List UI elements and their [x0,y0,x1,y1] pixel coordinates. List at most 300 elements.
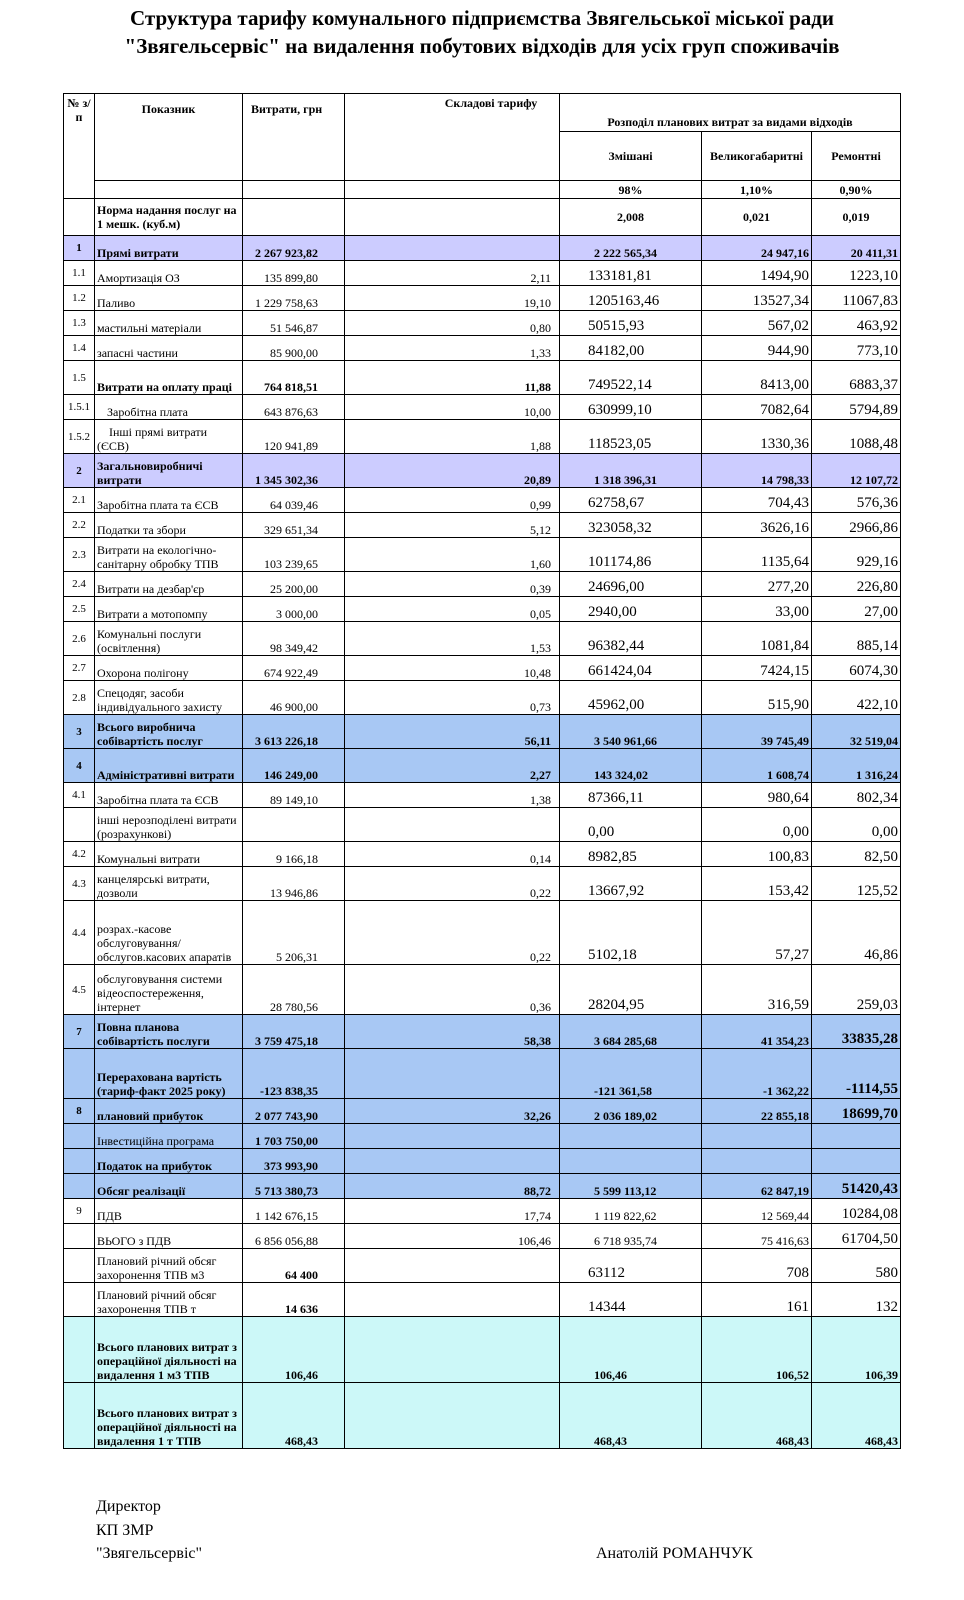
row-repair: 61704,50 [812,1224,901,1249]
row-share: 32,26 [345,1099,560,1124]
header-num: № з/п [64,94,95,199]
row-repair: 1 316,24 [812,749,901,783]
header-cost: Витрати, грн [243,94,345,181]
row-mixed: 2940,00 [560,597,702,622]
row-name: інші нерозподілені витрати (розрахункові) [95,808,243,842]
table-row [64,681,901,715]
row-repair [812,1124,901,1149]
table-row [64,311,901,336]
row-bulky [702,1149,812,1174]
row-name: Прямі витрати [95,236,243,261]
row-repair: 6074,30 [812,656,901,681]
row-name: Спецодяг, засоби індивідуального захисту [95,681,243,715]
row-bulky: 980,64 [702,783,812,808]
row-repair: 106,39 [812,1317,901,1383]
tariff-structure-table [63,93,901,1449]
row-num: 7 [64,1015,95,1049]
row-bulky: -1 362,22 [702,1049,812,1099]
row-num [64,1149,95,1174]
row-num [64,1049,95,1099]
bulky-percent: 1,10% [702,181,812,199]
row-share: 11,88 [345,361,560,395]
row-share: 17,74 [345,1199,560,1224]
row-mixed: -121 361,58 [560,1049,702,1099]
row-mixed: 118523,05 [560,420,702,454]
norm-repair: 0,019 [812,199,901,236]
row-cost: 28 780,56 [243,965,345,1015]
row-repair: 20 411,31 [812,236,901,261]
row-num: 3 [64,715,95,749]
row-cost: 85 900,00 [243,336,345,361]
row-cost: 5 713 380,73 [243,1174,345,1199]
row-mixed: 1 119 822,62 [560,1199,702,1224]
row-name: запасні частини [95,336,243,361]
row-num: 1.1 [64,261,95,286]
signature-position-2: КП ЗМР [96,1522,154,1539]
row-mixed: 96382,44 [560,622,702,656]
row-repair [812,1149,901,1174]
table-row [64,783,901,808]
row-bulky: 100,83 [702,842,812,867]
row-num: 2.1 [64,488,95,513]
row-share [345,1049,560,1099]
row-mixed: 84182,00 [560,336,702,361]
row-bulky: 1330,36 [702,420,812,454]
row-cost: 25 200,00 [243,572,345,597]
percent-empty-2 [243,181,345,199]
row-repair: 1223,10 [812,261,901,286]
table-row [64,622,901,656]
row-name: Адміністративні витрати [95,749,243,783]
row-mixed: 62758,67 [560,488,702,513]
row-repair: 6883,37 [812,361,901,395]
row-bulky: 57,27 [702,901,812,965]
table-row [64,286,901,311]
document-title [0,4,964,60]
row-repair: 32 519,04 [812,715,901,749]
row-share [345,1124,560,1149]
row-num [64,1174,95,1199]
row-num [64,808,95,842]
table-row [64,749,901,783]
title-line-1: Структура тарифу комунального підприємства Звягельської міської ради [129,6,835,30]
row-repair: 12 107,72 [812,454,901,488]
row-cost: 3 759 475,18 [243,1015,345,1049]
row-bulky: 316,59 [702,965,812,1015]
row-share: 0,39 [345,572,560,597]
row-bulky: 1 608,74 [702,749,812,783]
row-num: 2.7 [64,656,95,681]
row-name: Заробітна плата [95,395,243,420]
row-repair: 33835,28 [812,1015,901,1049]
row-repair: 802,34 [812,783,901,808]
row-name: канцелярські витрати, дозволи [95,867,243,901]
row-name: Інвестиційна програма [95,1124,243,1149]
table-row [64,538,901,572]
row-cost: 329 651,34 [243,513,345,538]
table-row [64,1317,901,1383]
row-name: обслуговування системи відеоспостереження, інтернет [95,965,243,1015]
row-cost: 1 703 750,00 [243,1124,345,1149]
row-repair: 259,03 [812,965,901,1015]
row-num: 4.4 [64,901,95,965]
row-cost: 106,46 [243,1317,345,1383]
table-row [64,597,901,622]
row-num: 2 [64,454,95,488]
row-repair: -1114,55 [812,1049,901,1099]
row-mixed: 133181,81 [560,261,702,286]
row-repair: 0,00 [812,808,901,842]
row-bulky: 24 947,16 [702,236,812,261]
row-mixed: 13667,92 [560,867,702,901]
row-share: 56,11 [345,715,560,749]
row-repair: 580 [812,1249,901,1283]
table-row [64,901,901,965]
table-row [64,420,901,454]
row-bulky: 1494,90 [702,261,812,286]
row-cost: 14 636 [243,1283,345,1317]
row-num [64,1224,95,1249]
row-cost: 764 818,51 [243,361,345,395]
row-mixed: 45962,00 [560,681,702,715]
norm-bulky: 0,021 [702,199,812,236]
table-row [64,572,901,597]
header-repair: Ремонтні [812,132,901,181]
row-repair: 46,86 [812,901,901,965]
signature-position-1: Директор [96,1498,161,1515]
row-num: 2.4 [64,572,95,597]
row-share: 0,14 [345,842,560,867]
row-bulky: 1135,64 [702,538,812,572]
row-bulky: 3626,16 [702,513,812,538]
row-repair: 576,36 [812,488,901,513]
row-share [345,236,560,261]
row-bulky: 22 855,18 [702,1099,812,1124]
row-mixed: 749522,14 [560,361,702,395]
row-repair: 125,52 [812,867,901,901]
table-row [64,236,901,261]
row-num: 1.4 [64,336,95,361]
row-cost: 13 946,86 [243,867,345,901]
row-num: 1.5 [64,361,95,395]
table-row [64,715,901,749]
row-num [64,1283,95,1317]
row-repair: 226,80 [812,572,901,597]
table-row [64,1015,901,1049]
row-bulky: 39 745,49 [702,715,812,749]
row-repair: 132 [812,1283,901,1317]
row-name: Всього планових витрат з операційної діяльності на видалення 1 т ТПВ [95,1383,243,1449]
table-row [64,1099,901,1124]
row-mixed: 3 684 285,68 [560,1015,702,1049]
row-cost: 135 899,80 [243,261,345,286]
row-mixed: 1 318 396,31 [560,454,702,488]
row-repair: 82,50 [812,842,901,867]
table-row [64,336,901,361]
row-repair: 18699,70 [812,1099,901,1124]
row-mixed: 3 540 961,66 [560,715,702,749]
percent-empty-3 [345,181,560,199]
table-row [64,395,901,420]
row-num: 4.2 [64,842,95,867]
signature-position-3: "Звягельсервіс" [96,1545,203,1562]
row-name: Охорона полігону [95,656,243,681]
table-row [64,1049,901,1099]
header-mixed: Змішані [560,132,702,181]
row-mixed: 143 324,02 [560,749,702,783]
row-name: Витрати на оплату праці [95,361,243,395]
table-row [64,1199,901,1224]
row-share [345,1283,560,1317]
row-cost: 64 039,46 [243,488,345,513]
row-repair: 463,92 [812,311,901,336]
percent-empty-1 [95,181,243,199]
row-mixed: 1205163,46 [560,286,702,311]
row-cost: 1 142 676,15 [243,1199,345,1224]
row-share: 19,10 [345,286,560,311]
row-num: 2.3 [64,538,95,572]
row-share [345,1317,560,1383]
table-row [64,488,901,513]
row-bulky: 13527,34 [702,286,812,311]
row-name: Витрати на екологічно-санітарну обробку ТПВ [95,538,243,572]
row-num: 1.5.1 [64,395,95,420]
row-bulky: 41 354,23 [702,1015,812,1049]
row-num: 8 [64,1099,95,1124]
row-repair: 10284,08 [812,1199,901,1224]
row-name: Заробітна плата та ЄСВ [95,488,243,513]
row-bulky [702,1124,812,1149]
table-row [64,1149,901,1174]
repair-percent: 0,90% [812,181,901,199]
row-mixed: 14344 [560,1283,702,1317]
row-cost: 674 922,49 [243,656,345,681]
row-share: 58,38 [345,1015,560,1049]
row-mixed: 87366,11 [560,783,702,808]
norm-cost [243,199,345,236]
row-name: Всього планових витрат з операційної діяльності на видалення 1 м3 ТПВ [95,1317,243,1383]
row-num [64,1124,95,1149]
row-bulky: 161 [702,1283,812,1317]
row-name: Податки та збори [95,513,243,538]
row-cost: 373 993,90 [243,1149,345,1174]
row-name: Інші прямі витрати (ЄСВ) [95,420,243,454]
row-mixed: 8982,85 [560,842,702,867]
row-bulky: 468,43 [702,1383,812,1449]
table-row [64,842,901,867]
row-name: ВЬОГО з ПДВ [95,1224,243,1249]
row-share: 88,72 [345,1174,560,1199]
row-bulky: 7082,64 [702,395,812,420]
row-repair: 929,16 [812,538,901,572]
row-cost: 146 249,00 [243,749,345,783]
table-row [64,1383,901,1449]
row-cost: -123 838,35 [243,1049,345,1099]
norm-share [345,199,560,236]
row-name: ПДВ [95,1199,243,1224]
row-mixed: 630999,10 [560,395,702,420]
row-mixed: 28204,95 [560,965,702,1015]
row-share: 2,27 [345,749,560,783]
row-mixed: 101174,86 [560,538,702,572]
row-share: 10,00 [345,395,560,420]
row-bulky: 62 847,19 [702,1174,812,1199]
norm-label: Норма надання послуг на 1 мешк. (куб.м) [95,199,243,236]
row-num [64,1383,95,1449]
row-share: 1,33 [345,336,560,361]
row-bulky: 708 [702,1249,812,1283]
row-bulky: 75 416,63 [702,1224,812,1249]
table-row [64,361,901,395]
table-row [64,656,901,681]
row-name: Всього виробнича собівартість послуг [95,715,243,749]
row-cost: 64 400 [243,1249,345,1283]
row-mixed: 468,43 [560,1383,702,1449]
norm-num [64,199,95,236]
table-row [64,261,901,286]
row-mixed [560,1124,702,1149]
row-bulky: 106,52 [702,1317,812,1383]
row-share: 0,99 [345,488,560,513]
row-cost: 1 229 758,63 [243,286,345,311]
row-mixed: 2 222 565,34 [560,236,702,261]
row-share [345,1249,560,1283]
row-share: 1,60 [345,538,560,572]
row-share: 0,80 [345,311,560,336]
row-bulky: 1081,84 [702,622,812,656]
row-mixed: 24696,00 [560,572,702,597]
row-num: 4.5 [64,965,95,1015]
row-share: 0,05 [345,597,560,622]
table-row [64,513,901,538]
row-repair: 27,00 [812,597,901,622]
row-name: Комунальні послуги (освітлення) [95,622,243,656]
row-mixed: 0,00 [560,808,702,842]
row-mixed: 6 718 935,74 [560,1224,702,1249]
percent-row [64,181,901,199]
row-share: 5,12 [345,513,560,538]
row-name: Загальновиробничі витрати [95,454,243,488]
row-mixed: 50515,93 [560,311,702,336]
row-bulky: 944,90 [702,336,812,361]
row-share: 106,46 [345,1224,560,1249]
row-bulky: 33,00 [702,597,812,622]
row-share: 0,22 [345,901,560,965]
row-mixed: 5102,18 [560,901,702,965]
row-bulky: 12 569,44 [702,1199,812,1224]
row-cost: 103 239,65 [243,538,345,572]
row-cost: 6 856 056,88 [243,1224,345,1249]
row-mixed: 5 599 113,12 [560,1174,702,1199]
table-row [64,1124,901,1149]
row-share [345,808,560,842]
row-cost: 9 166,18 [243,842,345,867]
table-row [64,1283,901,1317]
row-bulky: 515,90 [702,681,812,715]
norm-row [64,199,901,236]
header-indicator: Показник [95,94,243,181]
row-name: розрах.-касове обслуговування/ обслугов.касових апаратів [95,901,243,965]
table-row [64,965,901,1015]
header-components: Складові тарифу [345,94,560,181]
row-cost: 643 876,63 [243,395,345,420]
row-num: 4.3 [64,867,95,901]
row-num: 2.2 [64,513,95,538]
row-bulky: 153,42 [702,867,812,901]
row-repair: 2966,86 [812,513,901,538]
row-repair: 468,43 [812,1383,901,1449]
row-cost [243,808,345,842]
row-share: 1,88 [345,420,560,454]
row-share: 0,73 [345,681,560,715]
row-num: 1.2 [64,286,95,311]
row-name: мастильні матеріали [95,311,243,336]
signature-name: Анатолій РОМАНЧУК [596,1545,753,1562]
row-cost: 3 613 226,18 [243,715,345,749]
row-cost: 120 941,89 [243,420,345,454]
row-mixed: 323058,32 [560,513,702,538]
row-num: 1.3 [64,311,95,336]
row-name: Амортизація ОЗ [95,261,243,286]
row-share [345,1383,560,1449]
row-cost: 3 000,00 [243,597,345,622]
row-bulky: 14 798,33 [702,454,812,488]
row-share: 20,89 [345,454,560,488]
row-mixed: 106,46 [560,1317,702,1383]
row-share: 0,22 [345,867,560,901]
row-share: 10,48 [345,656,560,681]
row-share: 1,53 [345,622,560,656]
row-repair: 885,14 [812,622,901,656]
row-cost: 468,43 [243,1383,345,1449]
row-share [345,1149,560,1174]
table-row [64,454,901,488]
row-cost: 2 267 923,82 [243,236,345,261]
row-num: 2.6 [64,622,95,656]
row-bulky: 0,00 [702,808,812,842]
table-row [64,867,901,901]
row-cost: 5 206,31 [243,901,345,965]
row-num: 2.5 [64,597,95,622]
row-num: 2.8 [64,681,95,715]
row-bulky: 8413,00 [702,361,812,395]
norm-mixed: 2,008 [560,199,702,236]
header-bulky: Великогабаритні [702,132,812,181]
row-bulky: 277,20 [702,572,812,597]
row-mixed: 661424,04 [560,656,702,681]
row-name: Витрати на дезбар'єр [95,572,243,597]
row-share: 0,36 [345,965,560,1015]
row-num [64,1317,95,1383]
row-bulky: 7424,15 [702,656,812,681]
row-repair: 5794,89 [812,395,901,420]
row-cost: 89 149,10 [243,783,345,808]
row-repair: 1088,48 [812,420,901,454]
row-name: Плановий річний обсяг захоронення ТПВ м3 [95,1249,243,1283]
row-share: 1,38 [345,783,560,808]
title-line-2: "Звягельсервіс" на видалення побутових відходів для усіх груп споживачів [124,34,840,58]
row-mixed: 2 036 189,02 [560,1099,702,1124]
mixed-percent: 98% [560,181,702,199]
row-name: Комунальні витрати [95,842,243,867]
row-num: 9 [64,1199,95,1224]
row-name: Паливо [95,286,243,311]
header-distribution: Розподіл планових витрат за видами відходів [560,94,901,132]
row-mixed: 63112 [560,1249,702,1283]
row-cost: 51 546,87 [243,311,345,336]
table-row [64,808,901,842]
header-row [64,94,901,132]
